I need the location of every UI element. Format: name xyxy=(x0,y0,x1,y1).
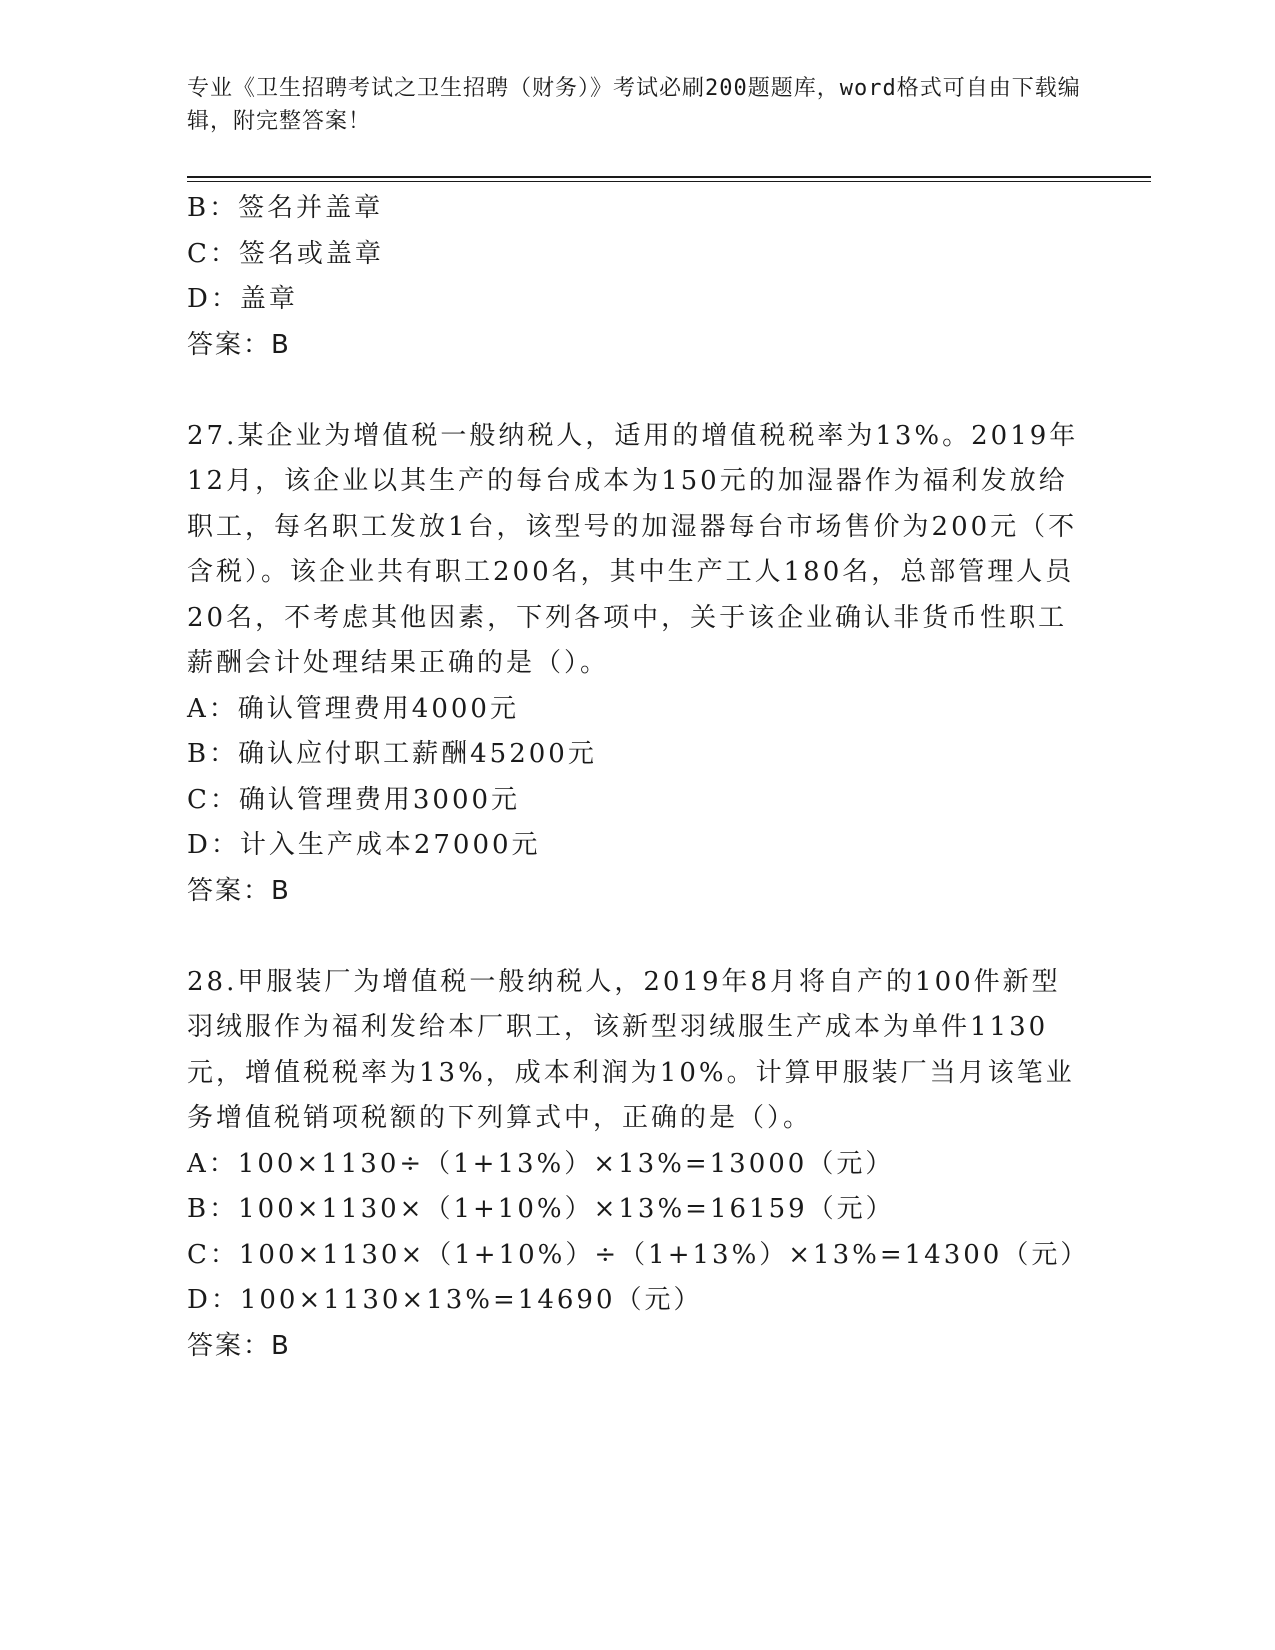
header-divider-thin xyxy=(187,181,1151,182)
option-b: B：确认应付职工薪酬45200元 xyxy=(187,739,597,769)
answer-line: 答案：B xyxy=(187,329,291,360)
option-c: C：签名或盖章 xyxy=(187,238,384,269)
option-c: C：100×1130×（1+10%）÷（1+13%）×13%=14300（元） xyxy=(187,1239,1090,1270)
option-a: A：100×1130÷（1+13%）×13%=13000（元） xyxy=(187,1148,895,1179)
option-a: A：确认管理费用4000元 xyxy=(187,693,519,724)
previous-question xyxy=(187,186,1087,368)
option-d: D：计入生产成本27000元 xyxy=(187,830,541,860)
answer-line: 答案：B xyxy=(187,1330,291,1361)
document-header: 专业《卫生招聘考试之卫生招聘（财务）》考试必刷200题题库，word格式可自由下载编辑，附完整答案！ xyxy=(187,76,1081,134)
option-c: C：确认管理费用3000元 xyxy=(187,784,521,815)
question-stem: 28.甲服装厂为增值税一般纳税人，2019年8月将自产的100件新型羽绒服作为福利发给本厂职工，该新型羽绒服生产成本为单件1130元，增值税税率为13%，成本利润为10%。计算甲服装厂当月该笔业务增值税销项税额的下列算式中，正确的是（）。 xyxy=(187,966,1075,1133)
option-b: B：签名并盖章 xyxy=(187,193,384,223)
option-d: D：盖章 xyxy=(187,284,298,314)
option-d: D：100×1130×13%=14690（元） xyxy=(187,1285,703,1315)
question-28 xyxy=(187,960,1090,1370)
option-b: B：100×1130×（1+10%）×13%=16159（元） xyxy=(187,1194,895,1224)
header-divider-thick xyxy=(187,176,1151,178)
question-27 xyxy=(187,414,1087,915)
question-stem: 27.某企业为增值税一般纳税人，适用的增值税税率为13%。2019年12月，该企业以其生产的每台成本为150元的加湿器作为福利发放给职工，每名职工发放1台，该型号的加湿器每台市场售价为200元（不含税）。该企业共有职工200名，其中生产工人180名，总部管理人员20名，不考虑其他因素，下列各项中，关于该企业确认非货币性职工薪酬会计处理结果正确的是（）。 xyxy=(187,420,1079,678)
spacer xyxy=(187,914,1087,960)
spacer xyxy=(187,368,1087,414)
document-content xyxy=(187,186,1090,1369)
answer-line: 答案：B xyxy=(187,875,291,906)
